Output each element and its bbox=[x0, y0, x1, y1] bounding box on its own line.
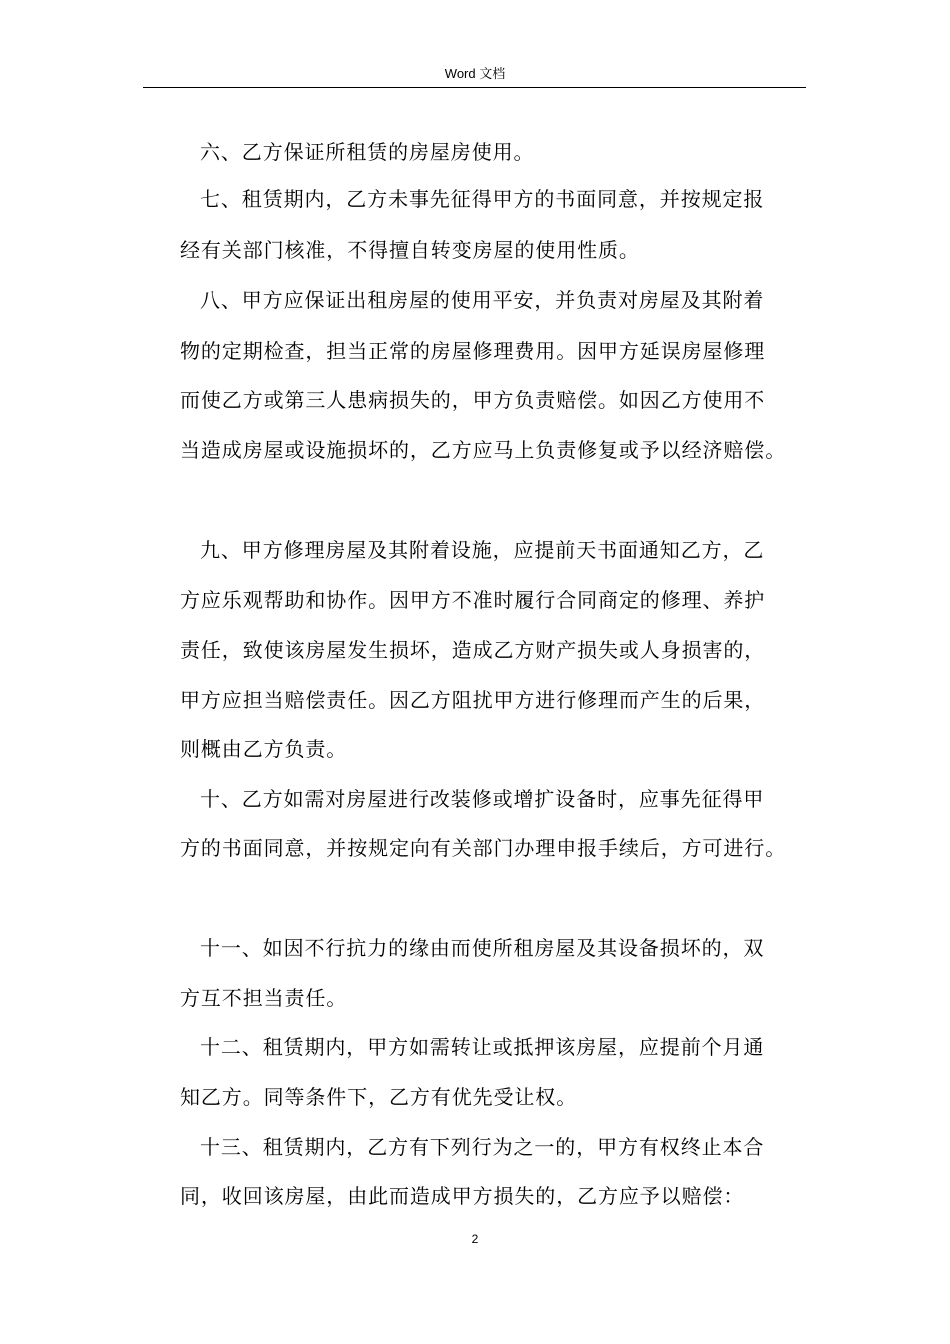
body-line-8: 九、甲方修理房屋及其附着设施，应提前天书面通知乙方，乙 bbox=[200, 538, 765, 562]
body-line-18: 知乙方。同等条件下，乙方有优先受让权。 bbox=[180, 1085, 578, 1109]
body-line-20: 同，收回该房屋，由此而造成甲方损失的，乙方应予以赔偿： bbox=[180, 1184, 745, 1208]
body-line-15: 十一、如因不行抗力的缘由而使所租房屋及其设备损坏的，双 bbox=[200, 936, 765, 960]
page-header-title: Word 文档 bbox=[444, 66, 506, 81]
body-line-6: 而使乙方或第三人患病损失的，甲方负责赔偿。如因乙方使用不 bbox=[180, 388, 766, 412]
body-line-12: 则概由乙方负责。 bbox=[180, 737, 348, 761]
body-line-19: 十三、租赁期内，乙方有下列行为之一的，甲方有权终止本合 bbox=[200, 1135, 765, 1159]
page-number: 2 bbox=[471, 1232, 479, 1246]
body-line-7: 当造成房屋或设施损坏的，乙方应马上负责修复或予以经济赔偿。 bbox=[180, 438, 787, 462]
body-line-3: 经有关部门核准，不得擅自转变房屋的使用性质。 bbox=[180, 238, 640, 262]
body-line-5: 物的定期检查，担当正常的房屋修理费用。因甲方延误房屋修理 bbox=[180, 339, 766, 363]
body-line-10: 责任，致使该房屋发生损坏，造成乙方财产损失或人身损害的， bbox=[180, 638, 766, 662]
body-line-1: 六、乙方保证所租赁的房屋房使用。 bbox=[200, 140, 535, 164]
body-line-17: 十二、租赁期内，甲方如需转让或抵押该房屋，应提前个月通 bbox=[200, 1035, 765, 1059]
body-line-9: 方应乐观帮助和协作。因甲方不准时履行合同商定的修理、养护 bbox=[180, 588, 766, 612]
body-line-13: 十、乙方如需对房屋进行改装修或增扩设备时，应事先征得甲 bbox=[200, 787, 765, 811]
body-line-14: 方的书面同意，并按规定向有关部门办理申报手续后，方可进行。 bbox=[180, 836, 787, 860]
body-line-11: 甲方应担当赔偿责任。因乙方阻扰甲方进行修理而产生的后果， bbox=[180, 688, 766, 712]
body-line-2: 七、租赁期内，乙方未事先征得甲方的书面同意，并按规定报 bbox=[200, 187, 765, 211]
body-line-16: 方互不担当责任。 bbox=[180, 986, 348, 1010]
body-line-4: 八、甲方应保证出租房屋的使用平安，并负责对房屋及其附着 bbox=[200, 288, 765, 312]
header-rule bbox=[143, 87, 806, 88]
